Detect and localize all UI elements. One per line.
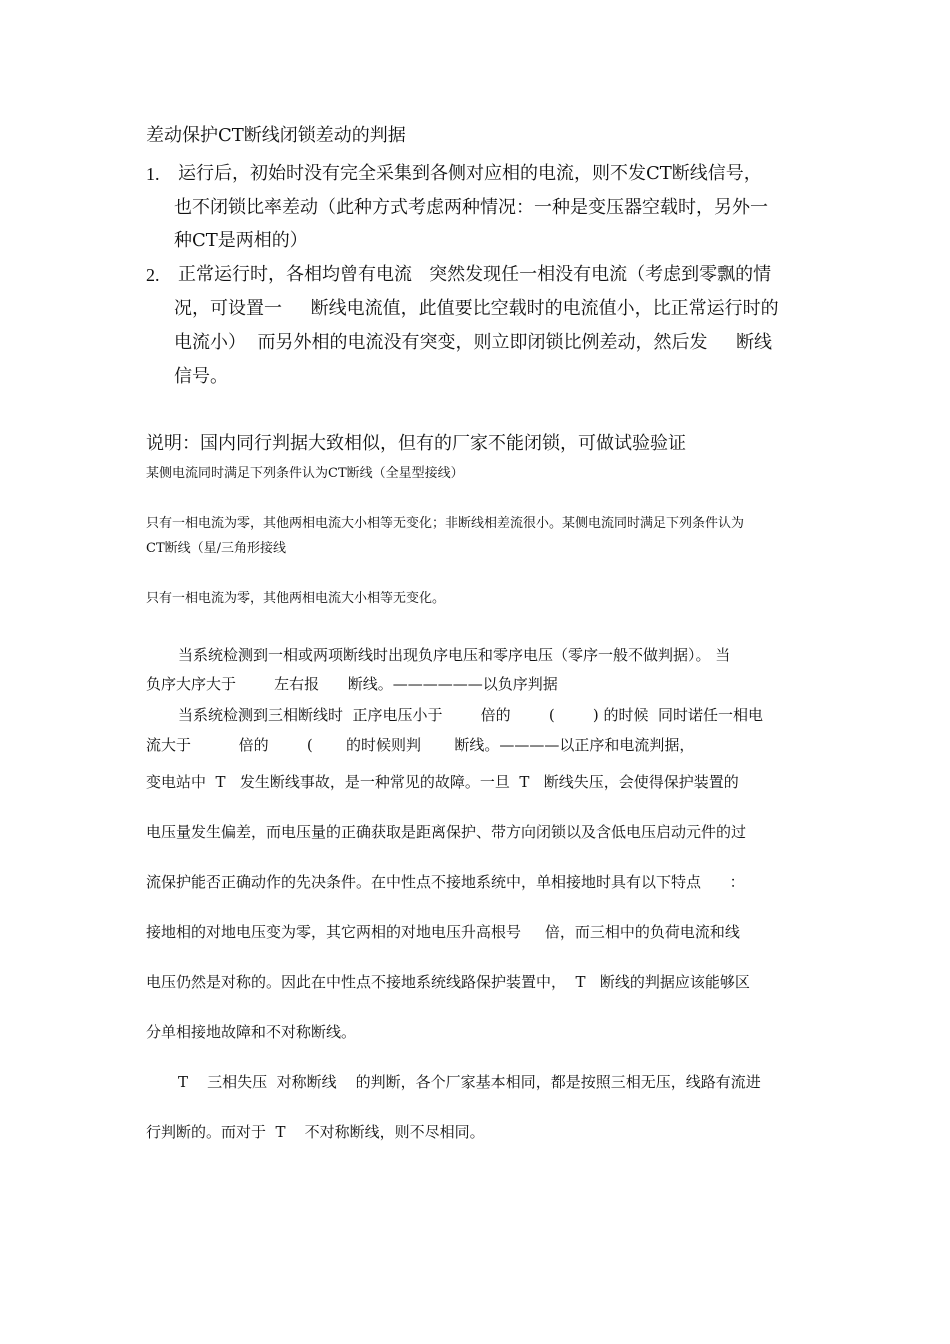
document-title: 差动保护CT断线闭锁差动的判据 [146, 125, 406, 146]
list-item-line: 信号。 [174, 366, 228, 387]
list-item-number: 2. [146, 265, 160, 285]
small-text-line: 某侧电流同时满足下列条件认为CT断线（全星型接线） [146, 466, 464, 481]
paragraph-line: 变电站中 T 发生断线事故，是一种常见的故障。一旦 T 断线失压，会使得保护装置的 [146, 773, 739, 791]
list-item-number: 1. [146, 164, 160, 184]
paragraph-line: 当系统检测到一相或两项断线时出现负序电压和零序电压（零序一般不做判据）。 当 [178, 646, 731, 664]
paragraph-line: 行判断的。而对于 T 不对称断线，则不尽相同。 [146, 1123, 485, 1141]
paragraph-line: 流保护能否正确动作的先决条件。在中性点不接地系统中，单相接地时具有以下特点 ： [146, 873, 745, 891]
note-text: 说明：国内同行判据大致相似，但有的厂家不能闭锁，可做试验验证 [146, 433, 686, 454]
paragraph-line: 电压量发生偏差，而电压量的正确获取是距离保护、带方向闭锁以及含低电压启动元件的过 [146, 823, 747, 841]
list-item-line: 运行后，初始时没有完全采集到各侧对应相的电流，则不发CT断线信号， [178, 163, 762, 184]
paragraph-line: T 三相失压 对称断线 的判断，各个厂家基本相同，都是按照三相无压，线路有流进 [178, 1073, 761, 1091]
paragraph-line: 当系统检测到三相断线时 正序电压小于 倍的 ( ) 的时候 同时诺任一相电 [178, 706, 763, 724]
paragraph-line: 电压仍然是对称的。因此在中性点不接地系统线路保护装置中， T 断线的判据应该能够区 [146, 973, 750, 991]
list-item-line: 也不闭锁比率差动（此种方式考虑两种情况：一种是变压器空载时，另外一 [174, 197, 768, 218]
paragraph-line: 接地相的对地电压变为零，其它两相的对地电压升高根号 倍，而三相中的负荷电流和线 [146, 923, 740, 941]
list-item-line: 正常运行时，各相均曾有电流 突然发现任一相没有电流（考虑到零飘的情 [178, 264, 772, 285]
small-text-line: 只有一相电流为零，其他两相电流大小相等无变化；非断线相差流很小。某侧电流同时满足下列条件认为 [146, 516, 745, 531]
list-item-line: 种CT是两相的） [174, 230, 308, 251]
small-text-line: 只有一相电流为零，其他两相电流大小相等无变化。 [146, 591, 446, 606]
paragraph-line: 负序大序大于 左右报 断线。——————以负序判据 [146, 675, 558, 693]
paragraph-line: 流大于 倍的 ( 的时候则判 断线。————以正序和电流判据， [146, 736, 695, 754]
list-item-line: 况，可设置一 断线电流值，此值要比空载时的电流值小，比正常运行时的 [174, 298, 779, 319]
small-text-line: CT断线（星/三角形接线 [146, 541, 286, 556]
paragraph-line: 分单相接地故障和不对称断线。 [146, 1023, 357, 1041]
list-item-line: 电流小） 而另外相的电流没有突变，则立即闭锁比例差动，然后发 断线 [174, 332, 773, 353]
